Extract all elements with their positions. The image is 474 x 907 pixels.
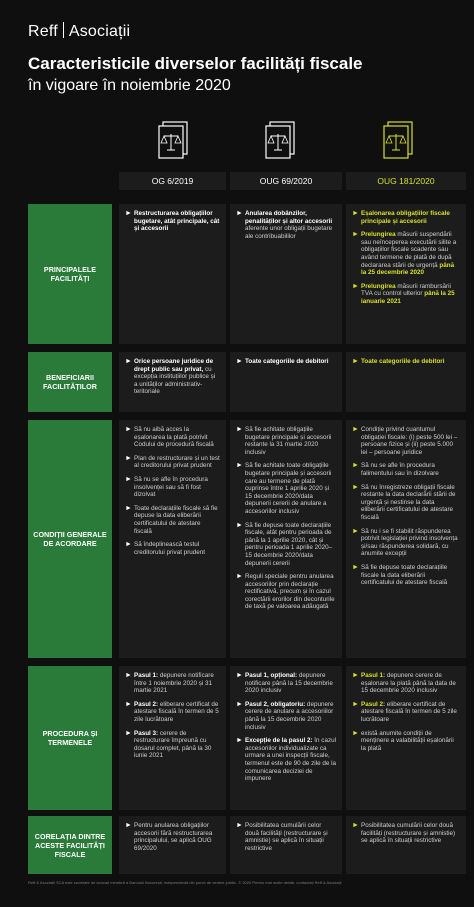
- list-item: ► Condiție privind cuantumul obligației fiscale: (i) peste 500 lei – persoane fizice și (ii) peste 5.000 lei – persoane juridice: [352, 426, 458, 456]
- cell-beneficiari-og6: [119, 352, 226, 412]
- list-item: ► Prelungirea măsurii suspendării sau neînceperea executării silite a obligațiilor fiscale scadente sau având termene de plată de după declararea stării de urgență până la 25 decembrie 2020: [352, 231, 457, 277]
- column-header-oug-181-2020: OUG 181/2020: [346, 172, 466, 190]
- row-label-corelatia: CORELAȚIA DINTRE ACESTE FACILITĂȚI FISCALE: [28, 816, 112, 874]
- cell-principale-oug181: [346, 204, 466, 344]
- list-item: ► Eșalonarea obligațiilor fiscale principale și accesorii: [352, 210, 450, 225]
- list-item: ► Pasul 1: depunere cerere de eșalonare la plată până la data de 15 decembrie 2020 inclusiv: [352, 672, 456, 695]
- cell-corelatia-oug69: [230, 816, 342, 874]
- list-item: ► Excepție de la pasul 2: în cazul accesoriilor individualizate ca urmare a unei inspecții fiscale, termenul este de 90 de zile de la comunicarea deciziei de impunere: [236, 737, 337, 783]
- list-item: ► Prelungirea măsurii rambursării TVA cu control ulterior până la 25 ianuarie 2021: [352, 282, 455, 305]
- cell-principale-og6: [119, 204, 226, 344]
- cell-corelatia-oug181: [346, 816, 466, 874]
- row-label-principale: PRINCIPALELE FACILITĂȚI: [28, 204, 112, 344]
- list-item: ► Toate declarațiile fiscale să fie depuse la data eliberării certificatului de atestare fiscală: [125, 504, 218, 535]
- list-item: ► Pasul 2, obligatoriu: depunere cerere de anulare a accesoriilor până la 15 decembrie 2020 inclusiv: [236, 700, 334, 731]
- cell-procedura-oug181: [346, 666, 466, 810]
- document-scale-icon: [155, 120, 195, 164]
- cell-conditii-oug69: [230, 420, 342, 658]
- page-subtitle: în vigoare în noiembrie 2020: [28, 77, 231, 94]
- list-item: ► Pasul 3: cerere de restructurare împreună cu dosarul complet, până la 30 iunie 2021: [125, 729, 212, 760]
- column-header-og-6-2019: OG 6/2019: [119, 172, 226, 190]
- list-item: ► există anumite condiții de menținere a valabilității eșalonării la plată: [352, 729, 454, 752]
- list-item: ► Reguli speciale pentru anularea accesoriilor prin declarație rectificativă, precum și în cazul corectării erorilor din deconturile de taxă pe valoarea adăugată: [236, 573, 335, 611]
- cell-conditii-oug181: [346, 420, 466, 658]
- list-item: ► Orice persoane juridice de drept public sau privat, cu excepția instituțiilor publice și a unităților administrativ-teritoriale: [125, 358, 216, 396]
- cell-conditii-og6: [119, 420, 226, 658]
- list-item: ► Toate categoriile de debitori: [352, 358, 445, 365]
- row-label-beneficiari: BENEFICIARII FACILITĂȚILOR: [28, 352, 112, 412]
- list-item: ► Toate categoriile de debitori: [236, 358, 329, 365]
- list-item: ► Plan de restructurare și un test al creditorului privat prudent: [125, 454, 220, 470]
- list-item: ► Pasul 1, opțional: depunere notificare până la 15 decembrie 2020 inclusiv: [236, 672, 333, 695]
- footer-note: Reff & Asociații SCA este societate de avocați membră a Baroului București, independentă din punct de vedere juridic. © 2020 Pentru mai multe detalii, contactați Reff & Asociații: [28, 880, 342, 885]
- cell-corelatia-og6: [119, 816, 226, 874]
- list-item: ► Anularea dobânzilor, penalităților și altor accesorii aferente unor obligații bugetare ale contribuabililor: [236, 210, 333, 240]
- cell-beneficiari-oug69: [230, 352, 342, 412]
- list-item: ► Restructurarea obligațiilor bugetare, atât principale, cât și accesorii: [125, 210, 220, 233]
- cell-principale-oug69: [230, 204, 342, 344]
- list-item: ► Să fie achitate toate obligațiile bugetare principale și accesorii care au termene de plată cuprinse între 1 aprilie 2020 și 15 decembrie 2020/data depunerii cererii de anulare a accesoriilor inclusiv: [236, 462, 332, 515]
- list-item: ► Să fie achitate obligațiile bugetare principale și accesorii restante la 31 martie 2020 inclusiv: [236, 426, 332, 456]
- list-item: ► Posibilitatea cumulării celor două facilități (restructurare și amnistie) se aplică în situații restrictive: [352, 822, 456, 845]
- list-item: ► Să fie depuse toate declarațiile fiscale la data eliberării certificatului de atestare fiscală: [352, 563, 448, 587]
- brand-logo: [28, 22, 130, 41]
- list-item: ► Să nu aibă acces la eșalonarea la plată potrivit Codului de procedură fiscală: [125, 426, 214, 449]
- list-item: ► Să nu i se fi stabilit răspunderea potrivit legislației privind insolvența și/sau răspunderea solidară, cu anumite excepții: [352, 527, 458, 558]
- list-item: ► Pasul 1: depunere notificare între 1 noiembrie 2020 și 31 martie 2021: [125, 672, 214, 695]
- brand-part1: Reff: [28, 23, 58, 40]
- list-item: ► Posibilitatea cumulării celor două facilități (restructurare și amnistie) se aplică în situații restrictive: [236, 822, 328, 852]
- row-label-procedura: PROCEDURA ȘI TERMENELE: [28, 666, 112, 810]
- document-scale-icon: [380, 120, 420, 164]
- brand-divider: [63, 22, 64, 38]
- list-item: ► Să îndeplinească testul creditorului privat prudent: [125, 541, 206, 556]
- row-label-conditii: CONDIȚII GENERALE DE ACORDARE: [28, 420, 112, 658]
- list-item: ► Să fie depuse toate declarațiile fiscale, atât pentru perioada de până la 1 aprilie 2020, cât și pentru perioada 1 aprilie 2020–15 decembrie 2020/data depunerii cererii: [236, 521, 333, 567]
- list-item: ► Să nu înregistreze obligații fiscale restante la data declarării stării de urgență și nestinse la data eliberării certificatului de atestare fiscală: [352, 483, 456, 521]
- list-item: ► Pasul 2: eliberare certificat de atestare fiscală în termen de 5 zile lucrătoare: [352, 700, 457, 723]
- column-header-oug-69-2020: OUG 69/2020: [230, 172, 342, 190]
- list-item: ► Pentru anularea obligațiilor accesorii fără restructurarea principalului, se aplică OUG 69/2020: [125, 822, 213, 852]
- document-scale-icon: [262, 120, 302, 164]
- cell-beneficiari-oug181: [346, 352, 466, 412]
- list-item: ► Să nu se afle în procedura insolvenței sau să fi fost dizolvat: [125, 475, 208, 499]
- list-item: ► Pasul 2: eliberare certificat de atestare fiscală în termen de 5 zile lucrătoare: [125, 700, 219, 723]
- cell-procedura-og6: [119, 666, 226, 810]
- page-title: Caracteristicile diverselor facilități fiscale: [28, 54, 363, 73]
- cell-procedura-oug69: [230, 666, 342, 810]
- brand-part2: Asociații: [68, 23, 131, 40]
- list-item: ► Să nu se afle în procedura falimentului sau în dizolvare: [352, 462, 439, 477]
